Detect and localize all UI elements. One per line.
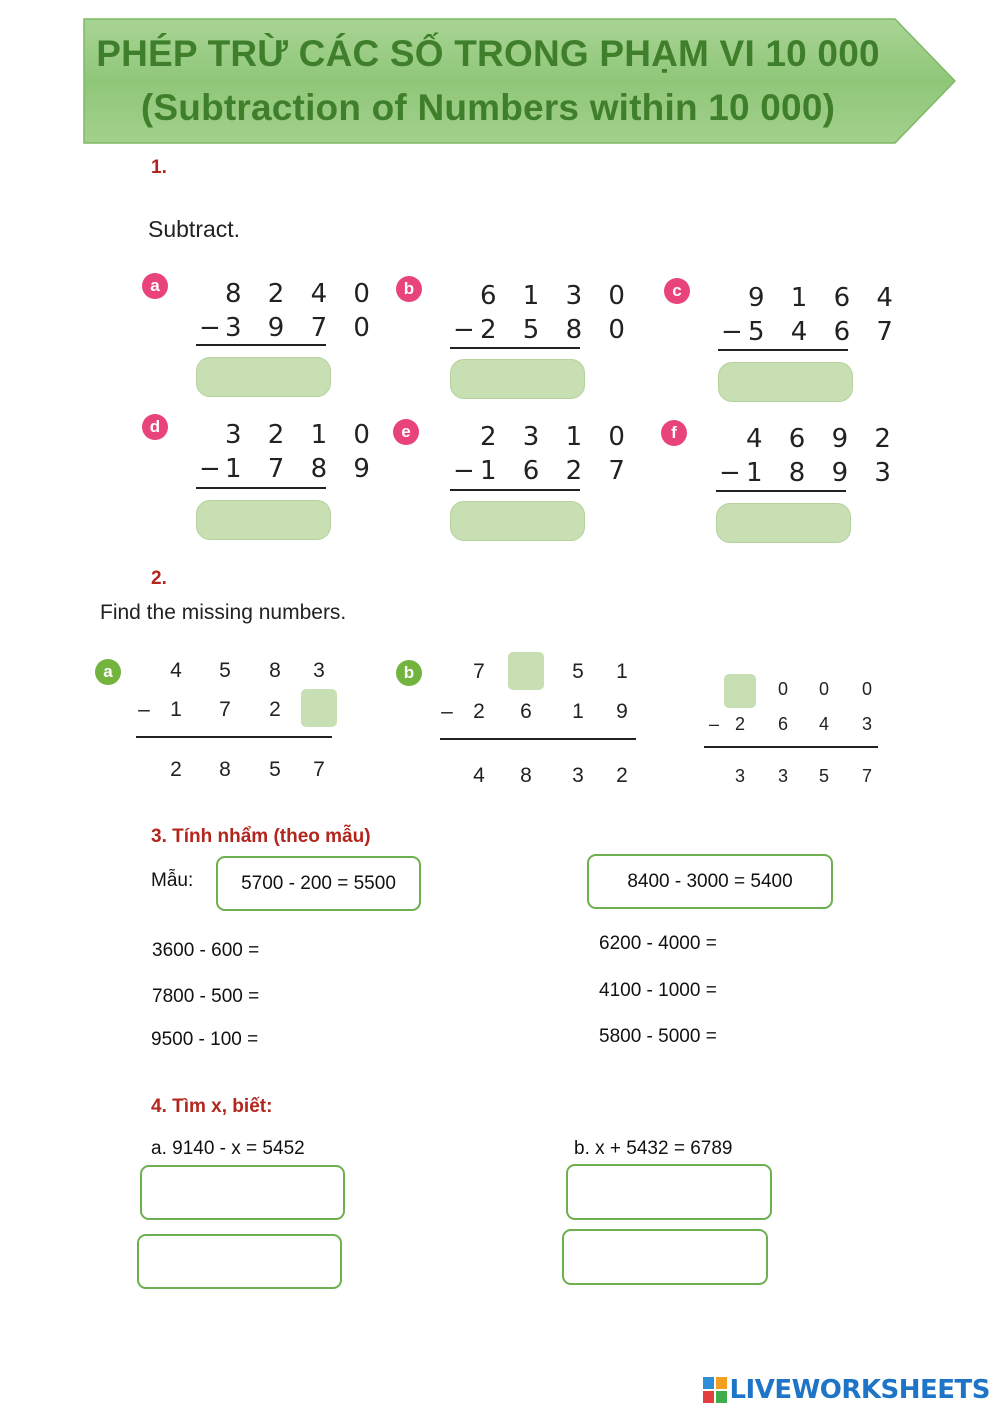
problem-e-badge: e: [393, 419, 419, 445]
problem-b-minuend: 6 1 3 0: [480, 281, 634, 311]
logo-text: LIVEWORKSHEETS: [729, 1375, 990, 1405]
digit: 1: [616, 660, 628, 683]
problem-c-badge: c: [664, 278, 690, 304]
example-box-2: 8400 - 3000 = 5400: [587, 854, 833, 909]
missing-c-input-box[interactable]: [724, 674, 756, 708]
mental-math-item: 5800 - 5000 =: [599, 1026, 717, 1047]
digit: 6: [777, 714, 788, 734]
digit: 5: [818, 766, 829, 786]
mental-math-item: 4100 - 1000 =: [599, 980, 717, 1001]
equation-b-answer-box-1[interactable]: [566, 1164, 772, 1220]
digit: 5: [269, 758, 281, 781]
mental-math-item: 9500 - 100 =: [151, 1029, 259, 1050]
answer-rule: [136, 736, 332, 738]
problem-c-answer-box[interactable]: [718, 362, 853, 402]
answer-rule: [718, 349, 848, 351]
problem-a-answer-box[interactable]: [196, 357, 331, 397]
digit: 4: [170, 659, 182, 682]
mental-math-item: 7800 - 500 =: [152, 986, 260, 1007]
section-1-number: 1.: [151, 157, 167, 178]
digit: 2: [170, 758, 182, 781]
digit: 5: [219, 659, 231, 682]
liveworksheets-logo[interactable]: [703, 1375, 990, 1405]
problem-f-answer-box[interactable]: [716, 503, 851, 543]
minus-sign: –: [138, 698, 150, 721]
section-4-heading: 4. Tìm x, biết:: [151, 1096, 273, 1117]
mental-math-item: 3600 - 600 =: [152, 940, 260, 961]
digit: 3: [572, 764, 584, 787]
problem-d-answer-box[interactable]: [196, 500, 331, 540]
digit: 9: [616, 700, 628, 723]
minus-sign: −: [199, 454, 221, 484]
digit: 2: [734, 714, 745, 734]
digit: 1: [170, 698, 182, 721]
problem-b-badge: b: [396, 276, 422, 302]
problem-d-subtrahend: 1 7 8 9: [225, 454, 379, 484]
missing-b-input-box[interactable]: [508, 652, 544, 690]
digit: 0: [818, 679, 829, 699]
digit: 7: [219, 698, 231, 721]
example-box-1: 5700 - 200 = 5500: [216, 856, 421, 911]
logo-icon: [703, 1377, 727, 1403]
digit: 0: [777, 679, 788, 699]
problem-c-minuend: 9 1 6 4: [748, 283, 902, 313]
problem-f-subtrahend: 1 8 9 3: [746, 458, 900, 488]
example-label: Mẫu:: [151, 870, 194, 891]
problem-c-subtrahend: 5 4 6 7: [748, 317, 902, 347]
missing-a-input-box[interactable]: [301, 689, 337, 727]
digit: 4: [473, 764, 485, 787]
digit: 7: [313, 758, 325, 781]
problem-a-subtrahend: 3 9 7 0: [225, 313, 379, 343]
equation-a-answer-box-1[interactable]: [140, 1165, 345, 1220]
minus-sign: −: [719, 458, 741, 488]
problem-e-answer-box[interactable]: [450, 501, 585, 541]
problem-b-answer-box[interactable]: [450, 359, 585, 399]
problem-e-minuend: 2 3 1 0: [480, 422, 634, 452]
page-title: PHÉP TRỪ CÁC SỐ TRONG PHẠM VI 10 000: [96, 33, 880, 74]
digit: 0: [861, 679, 872, 699]
answer-rule: [450, 489, 580, 491]
digit: 1: [572, 700, 584, 723]
problem-d-badge: d: [142, 414, 168, 440]
answer-rule: [704, 746, 878, 748]
digit: 7: [473, 660, 485, 683]
problem-d-minuend: 3 2 1 0: [225, 420, 379, 450]
problem-f-badge: f: [661, 420, 687, 446]
equation-b: b. x + 5432 = 6789: [574, 1138, 733, 1159]
page-subtitle: (Subtraction of Numbers within 10 000): [140, 87, 836, 128]
answer-rule: [196, 487, 326, 489]
problem-e-subtrahend: 1 6 2 7: [480, 456, 634, 486]
section-3-heading: 3. Tính nhẩm (theo mẫu): [151, 826, 371, 847]
minus-sign: −: [453, 456, 475, 486]
missing-b-badge: b: [396, 660, 422, 686]
section-2-instruction: Find the missing numbers.: [100, 601, 347, 624]
minus-sign: −: [721, 317, 743, 347]
section-2-number: 2.: [151, 568, 167, 589]
missing-a-badge: a: [95, 659, 121, 685]
minus-sign: −: [199, 313, 221, 343]
digit: 6: [520, 700, 532, 723]
digit: 3: [734, 766, 745, 786]
digit: 5: [572, 660, 584, 683]
section-1-instruction: Subtract.: [148, 216, 241, 242]
problem-b-subtrahend: 2 5 8 0: [480, 315, 634, 345]
digit: 4: [818, 714, 829, 734]
minus-sign: –: [708, 714, 719, 734]
digit: 3: [777, 766, 788, 786]
digit: 2: [616, 764, 628, 787]
problem-a-minuend: 8 2 4 0: [225, 279, 379, 309]
equation-a: a. 9140 - x = 5452: [151, 1138, 305, 1159]
answer-rule: [450, 347, 580, 349]
equation-a-answer-box-2[interactable]: [137, 1234, 342, 1289]
minus-sign: −: [453, 315, 475, 345]
answer-rule: [440, 738, 636, 740]
problem-a-badge: a: [142, 273, 168, 299]
minus-sign: –: [441, 700, 453, 723]
mental-math-item: 6200 - 4000 =: [599, 933, 717, 954]
problem-f-minuend: 4 6 9 2: [746, 424, 900, 454]
digit: 8: [269, 659, 281, 682]
digit: 2: [269, 698, 281, 721]
answer-rule: [716, 490, 846, 492]
digit: 3: [313, 659, 325, 682]
digit: 8: [520, 764, 532, 787]
digit: 3: [861, 714, 872, 734]
equation-b-answer-box-2[interactable]: [562, 1229, 768, 1285]
answer-rule: [196, 344, 326, 346]
digit: 2: [473, 700, 485, 723]
digit: 8: [219, 758, 231, 781]
digit: 7: [861, 766, 872, 786]
